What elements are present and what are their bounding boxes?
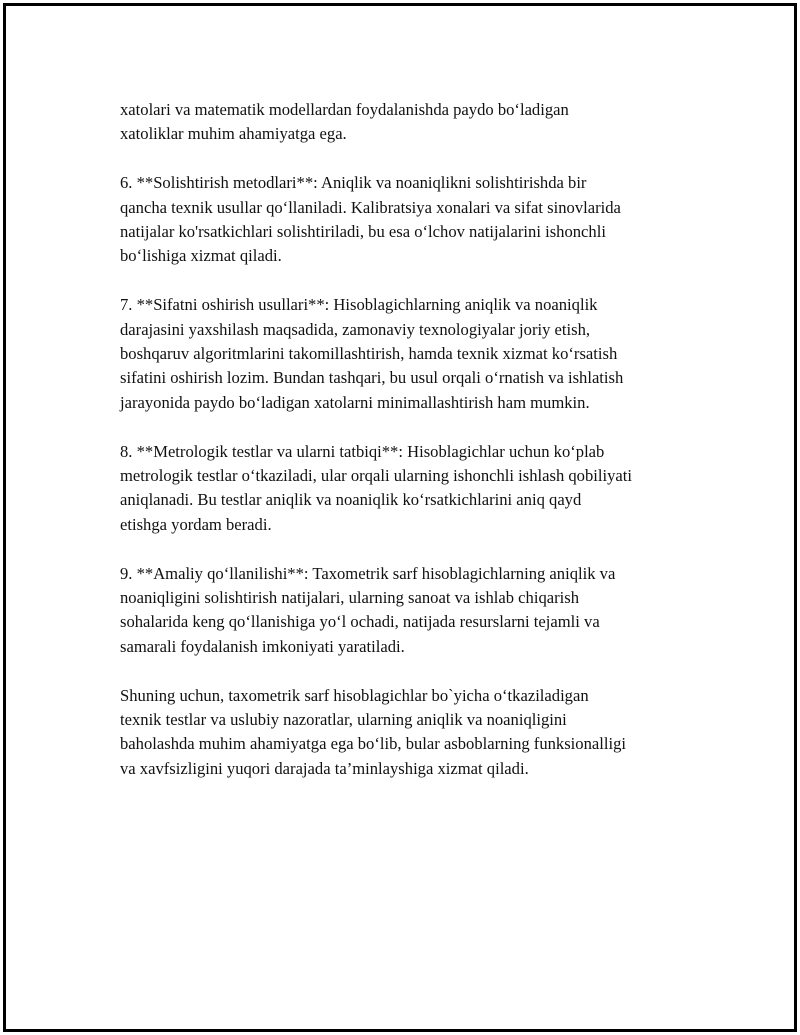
paragraph-item-9 — [120, 562, 720, 660]
page-frame — [3, 3, 797, 1032]
text-line: darajasini yaxshilash maqsadida, zamonaviy texnologiyalar joriy etish, — [120, 319, 591, 339]
text-line: sohalarida keng qo‘llanishiga yo‘l ochadi, natijada resurslarni tejamli va — [120, 612, 600, 632]
paragraph-conclusion — [120, 684, 720, 782]
paragraph-item-7 — [120, 293, 720, 415]
text-line: sifatini oshirish lozim. Bundan tashqari, bu usul orqali o‘rnatish va ishlatish — [120, 368, 624, 388]
paragraph-item-8 — [120, 440, 720, 538]
text-line: boshqaruv algoritmlarini takomillashtirish, hamda texnik xizmat ko‘rsatish — [120, 344, 618, 364]
text-line: 9. **Amaliy qo‘llanilishi**: Taxometrik sarf hisoblagichlarning aniqlik va — [120, 563, 616, 583]
text-line: samarali foydalanish imkoniyati yaratiladi. — [120, 636, 405, 656]
text-line: 7. **Sifatni oshirish usullari**: Hisoblagichlarning aniqlik va noaniqlik — [120, 295, 598, 315]
text-line: baholashda muhim ahamiyatga ega bo‘lib, bular asboblarning funksionalligi — [120, 734, 626, 754]
text-line: bo‘lishiga xizmat qiladi. — [120, 246, 282, 266]
text-line: va xavfsizligini yuqori darajada ta’minlayshiga xizmat qiladi. — [120, 758, 529, 778]
text-line: xatolari va matematik modellardan foydalanishda paydo bo‘ladigan — [120, 100, 569, 119]
document-body — [120, 98, 720, 806]
text-line: noaniqligini solishtirish natijalari, ularning sanoat va ishlab chiqarish — [120, 588, 580, 608]
text-line: xatoliklar muhim ahamiyatga ega. — [120, 124, 347, 144]
paragraph-continuation — [120, 98, 720, 147]
text-line: jarayonida paydo bo‘ladigan xatolarni minimallashtirish ham mumkin. — [120, 392, 590, 412]
text-line: metrologik testlar o‘tkaziladi, ular orqali ularning ishonchli ishlash qobiliyati — [120, 466, 632, 486]
text-line: 6. **Solishtirish metodlari**: Aniqlik va noaniqlikni solishtirishda bir — [120, 173, 587, 193]
text-line: texnik testlar va uslubiy nazoratlar, ularning aniqlik va noaniqligini — [120, 710, 567, 730]
text-line: etishga yordam beradi. — [120, 514, 272, 534]
text-line: Shuning uchun, taxometrik sarf hisoblagichlar bo`yicha o‘tkaziladigan — [120, 685, 589, 705]
text-line: natijalar ko'rsatkichlari solishtiriladi, bu esa o‘lchov natijalarini ishonchli — [120, 222, 606, 242]
text-line: qancha texnik usullar qo‘llaniladi. Kalibratsiya xonalari va sifat sinovlarida — [120, 197, 621, 217]
paragraph-item-6 — [120, 171, 720, 269]
text-line: 8. **Metrologik testlar va ularni tatbiqi**: Hisoblagichlar uchun ko‘plab — [120, 441, 605, 461]
text-line: aniqlanadi. Bu testlar aniqlik va noaniqlik ko‘rsatkichlarini aniq qayd — [120, 490, 582, 510]
